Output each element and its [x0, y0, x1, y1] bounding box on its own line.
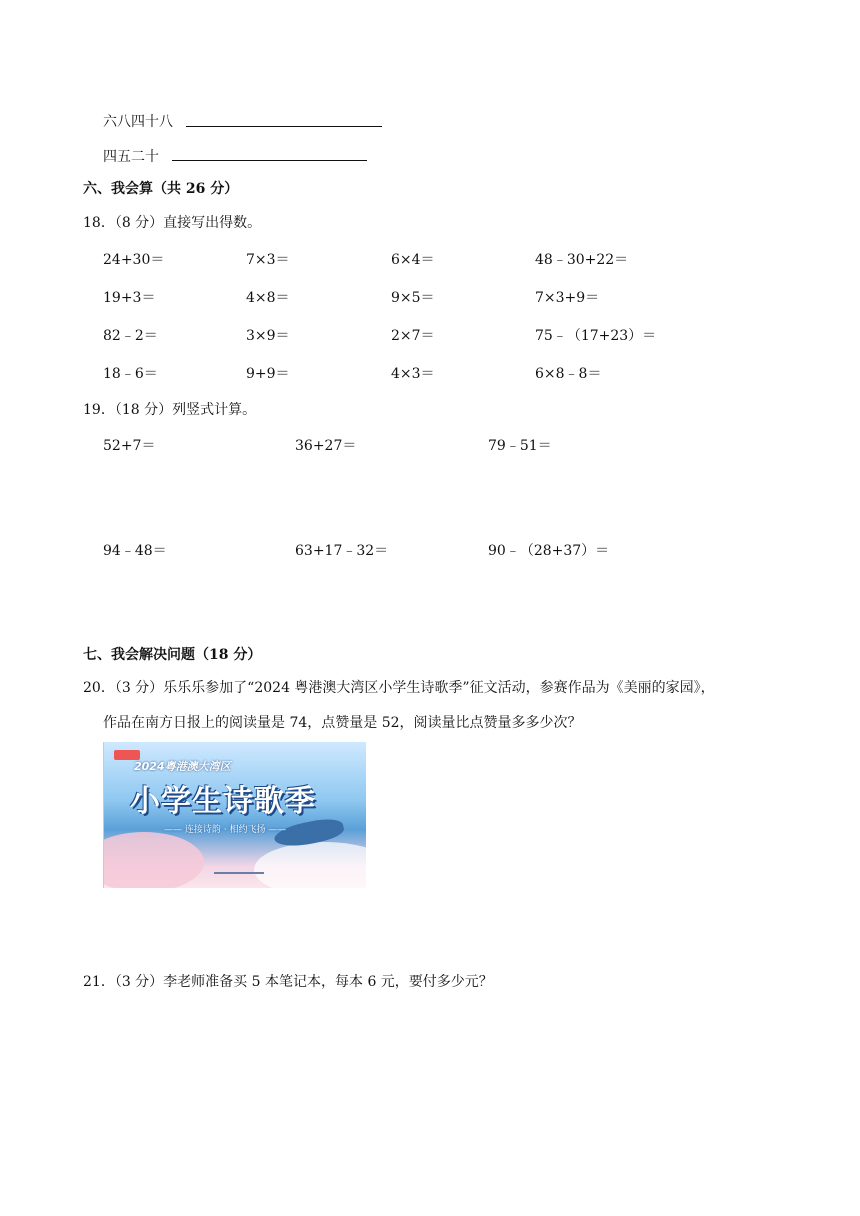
question-prompt-line1: （3 分）乐乐乐参加了“2024 粤港澳大湾区小学生诗歌季”征文活动，参赛作品为《美丽的家园》， — [114, 680, 715, 696]
poster-subtitle: 2024粤港澳大湾区 — [134, 760, 231, 773]
question-number: 19． — [83, 402, 115, 418]
arith-item: 4×8＝ — [246, 290, 290, 306]
answer-blank[interactable] — [186, 126, 382, 127]
poster-cloud — [254, 842, 366, 888]
question-prompt: （8 分）直接写出得数。 — [114, 215, 262, 231]
poetry-season-poster — [103, 742, 366, 888]
city-skyline-graphic — [214, 854, 264, 874]
vertical-calc-item: 94﹣48＝ — [103, 543, 167, 559]
rhyme-text: 六八四十八 — [103, 114, 173, 130]
question-21 — [83, 971, 493, 991]
section-title: 六、我会算（共 26 分） — [83, 181, 239, 197]
arith-item: 6×4＝ — [391, 252, 435, 268]
question-number: 18． — [83, 215, 115, 231]
poster-slogan: —— 连接诗韵 · 相约飞扬 —— — [164, 825, 287, 835]
rhyme-line-1 — [103, 111, 173, 131]
arith-item: 82﹣2＝ — [103, 328, 158, 344]
vertical-calc-item: 36+27＝ — [295, 438, 357, 454]
vertical-calc-item: 90﹣（28+37）＝ — [488, 543, 610, 559]
section-title: 七、我会解决问题（18 分） — [83, 647, 262, 663]
question-prompt: （18 分）列竖式计算。 — [114, 402, 257, 418]
arith-item: 4×3＝ — [391, 366, 435, 382]
question-20 — [83, 677, 715, 697]
arith-item: 18﹣6＝ — [103, 366, 158, 382]
arith-item: 48﹣30+22＝ — [535, 252, 629, 268]
vertical-calc-item: 52+7＝ — [103, 438, 156, 454]
vertical-calc-item: 79﹣51＝ — [488, 438, 552, 454]
arith-item: 9×5＝ — [391, 290, 435, 306]
answer-blank[interactable] — [172, 160, 367, 161]
question-18 — [83, 212, 261, 232]
rhyme-line-2 — [103, 146, 159, 166]
arith-item: 6×8﹣8＝ — [535, 366, 602, 382]
arith-item: 2×7＝ — [391, 328, 435, 344]
question-number: 20． — [83, 680, 115, 696]
rhyme-text: 四五二十 — [103, 149, 159, 165]
vertical-calc-item: 63+17﹣32＝ — [295, 543, 389, 559]
question-prompt: （3 分）李老师准备买 5 本笔记本，每本 6 元，要付多少元？ — [114, 974, 493, 990]
arith-item: 19+3＝ — [103, 290, 156, 306]
arith-item: 9+9＝ — [246, 366, 290, 382]
poster-headline: 小学生诗歌季 — [130, 784, 316, 819]
arith-item: 7×3+9＝ — [535, 290, 600, 306]
question-20-line2: 作品在南方日报上的阅读量是 74，点赞量是 52，阅读量比点赞量多多少次？ — [103, 715, 582, 731]
question-number: 21． — [83, 974, 115, 990]
arith-item: 7×3＝ — [246, 252, 290, 268]
arith-item: 3×9＝ — [246, 328, 290, 344]
arith-item: 24+30＝ — [103, 252, 165, 268]
arith-item: 75﹣（17+23）＝ — [535, 328, 657, 344]
poster-cloud — [103, 832, 204, 888]
question-19 — [83, 399, 256, 419]
